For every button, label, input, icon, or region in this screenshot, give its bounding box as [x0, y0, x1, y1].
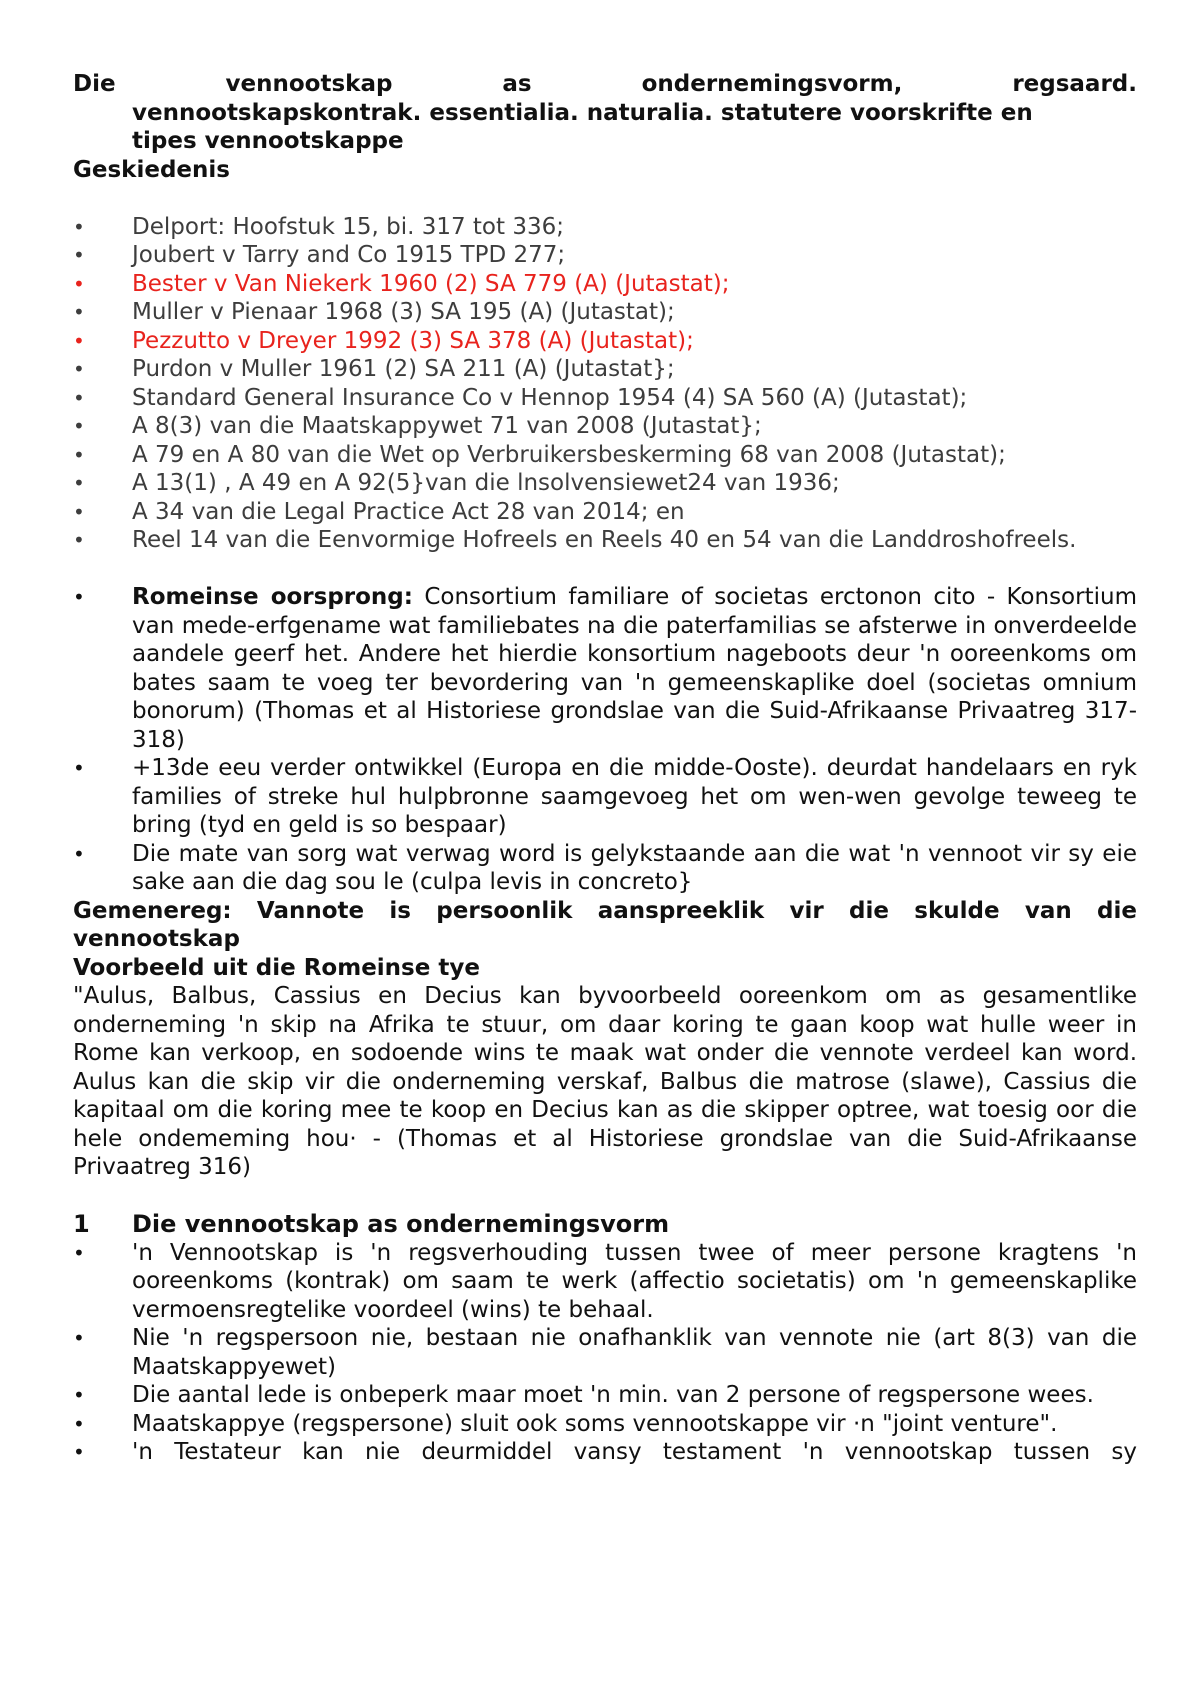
spacer	[73, 184, 1137, 213]
reference-item: • Reel 14 van die Eenvormige Hofreels en Reels 40 en 54 van die Landdroshofreels.	[73, 526, 1137, 555]
title-word: vennootskap	[225, 71, 393, 97]
reference-item: • Standard General Insurance Co v Hennop 1954 (4) SA 560 (A) (Jutastat);	[73, 384, 1137, 413]
section-number: 1	[73, 1210, 90, 1238]
reference-item-highlighted: • Bester v Van Niekerk 1960 (2) SA 779 (A) (Jutastat);	[73, 270, 1137, 299]
history-item-duty-of-care: • Die mate van sorg wat verwag word is gelykstaande aan die wat 'n vennoot vir sy eie sake aan die dag sou le (culpa levis in concreto}	[73, 840, 1137, 897]
reference-item: • Delport: Hoofstuk 15, bi. 317 tot 336;	[73, 213, 1137, 242]
reference-list	[73, 213, 1137, 555]
reference-item: • A 13(1) , A 49 en A 92(5}van die lnsolvensiewet24 van 1936;	[73, 469, 1137, 498]
title-word: regsaard.	[1012, 71, 1137, 97]
title-word: as	[502, 71, 532, 97]
roman-origin-label: Romeinse oorsprong:	[132, 584, 413, 610]
reference-item: • Joubert v Tarry and Co 1915 TPD 277;	[73, 241, 1137, 270]
history-item-13th-century: • +13de eeu verder ontwikkel (Europa en die midde-Ooste). deurdat handelaars en ryk families of streke hul hulpbronne saamgevoeg het om wen-wen gevolge teweeg te bring (tyd en geld is so bespaar)	[73, 754, 1137, 840]
reference-item: • Muller v Pienaar 1968 (3) SA 195 (A) (Jutastat);	[73, 298, 1137, 327]
section-1-item: • 'n Testateur kan nie deurmiddel vansy testament 'n vennootskap tussen sy	[73, 1438, 1137, 1467]
subtitle-geskiedenis: Geskiedenis	[73, 156, 230, 183]
title-word: Die	[73, 71, 116, 97]
reference-item: • Purdon v Muller 1961 (2) SA 211 (A) (Jutastat};	[73, 355, 1137, 384]
spacer	[73, 555, 1137, 584]
section-1-heading	[73, 1210, 1137, 1239]
document-title	[73, 70, 1137, 156]
reference-item-highlighted: • Pezzutto v Dreyer 1992 (3) SA 378 (A) (Jutastat);	[73, 327, 1137, 356]
section-1-item: • Maatskappye (regspersone) sluit ook soms vennootskappe vir ·n "joint venture".	[73, 1410, 1137, 1439]
reference-item: • A 8(3) van die Maatskappywet 71 van 2008 (Jutastat};	[73, 412, 1137, 441]
section-title: Die vennootskap as ondernemingsvorm	[132, 1210, 670, 1238]
common-law-heading: Gemenereg: Vannote is persoonlik aanspreeklik vir die skulde van die vennootskap	[73, 897, 1137, 952]
history-list	[73, 583, 1137, 897]
example-heading: Voorbeeld uit die Romeinse tye	[73, 954, 480, 981]
roman-origin-text: Consortium familiare of societas erctonon cito - Konsortium van mede-erfgename wat familiebates na die paterfamilias se afsterwe in onverdeelde aandele geerf het. Andere het hierdie konsortium nageboots deur 'n ooreenkoms om bates saam te voeg ter bevordering van 'n gemeenskaplike doel (societas omnium bonorum) (Thomas et al Historiese grondslae van die Suid-Afrikaanse Privaatreg 317- 318)	[132, 584, 1137, 753]
section-1-item: • Nie 'n regspersoon nie, bestaan nie onafhanklik van vennote nie (art 8(3) van die Maatskappyewet)	[73, 1324, 1137, 1381]
history-item-roman-origin	[73, 583, 1137, 754]
document-body	[73, 70, 1137, 1467]
title-word: ondernemingsvorm,	[641, 71, 903, 97]
example-quote: "Aulus, Balbus, Cassius en Decius kan byvoorbeeld ooreenkom om as gesamentlike onderneming 'n skip na Afrika te stuur, om daar koring te gaan koop wat hulle weer in Rome kan verkoop, en sodoende wins te maak wat onder die vennote verdeel kan word. Aulus kan die skip vir die onderneming verskaf, Balbus die matrose (slawe), Cassius die kapitaal om die koring mee te koop en Decius kan as die skipper optree, wat toesig oor die hele ondememing hou· - (Thomas et al Historiese grondslae van die Suid-Afrikaanse Privaatreg 316)	[73, 983, 1137, 1180]
reference-item: • A 79 en A 80 van die Wet op Verbruikersbeskerming 68 van 2008 (Jutastat);	[73, 441, 1137, 470]
section-1-list	[73, 1239, 1137, 1467]
reference-item: • A 34 van die Legal Practice Act 28 van 2014; en	[73, 498, 1137, 527]
title-line-1	[73, 70, 1137, 99]
title-line-3: tipes vennootskappe	[132, 128, 404, 154]
spacer	[73, 1182, 1137, 1211]
section-1-item: • 'n Vennootskap is 'n regsverhouding tussen twee of meer persone kragtens 'n ooreenkoms (kontrak) om saam te werk (affectio societatis) om 'n gemeenskaplike vermoensregtelike voordeel (wins) te behaal.	[73, 1239, 1137, 1325]
section-1-item: • Die aantal lede is onbeperk maar moet 'n min. van 2 persone of regspersone wees.	[73, 1381, 1137, 1410]
title-line-2: vennootskapskontrak. essentialia. naturalia. statutere voorskrifte en	[132, 99, 1033, 126]
